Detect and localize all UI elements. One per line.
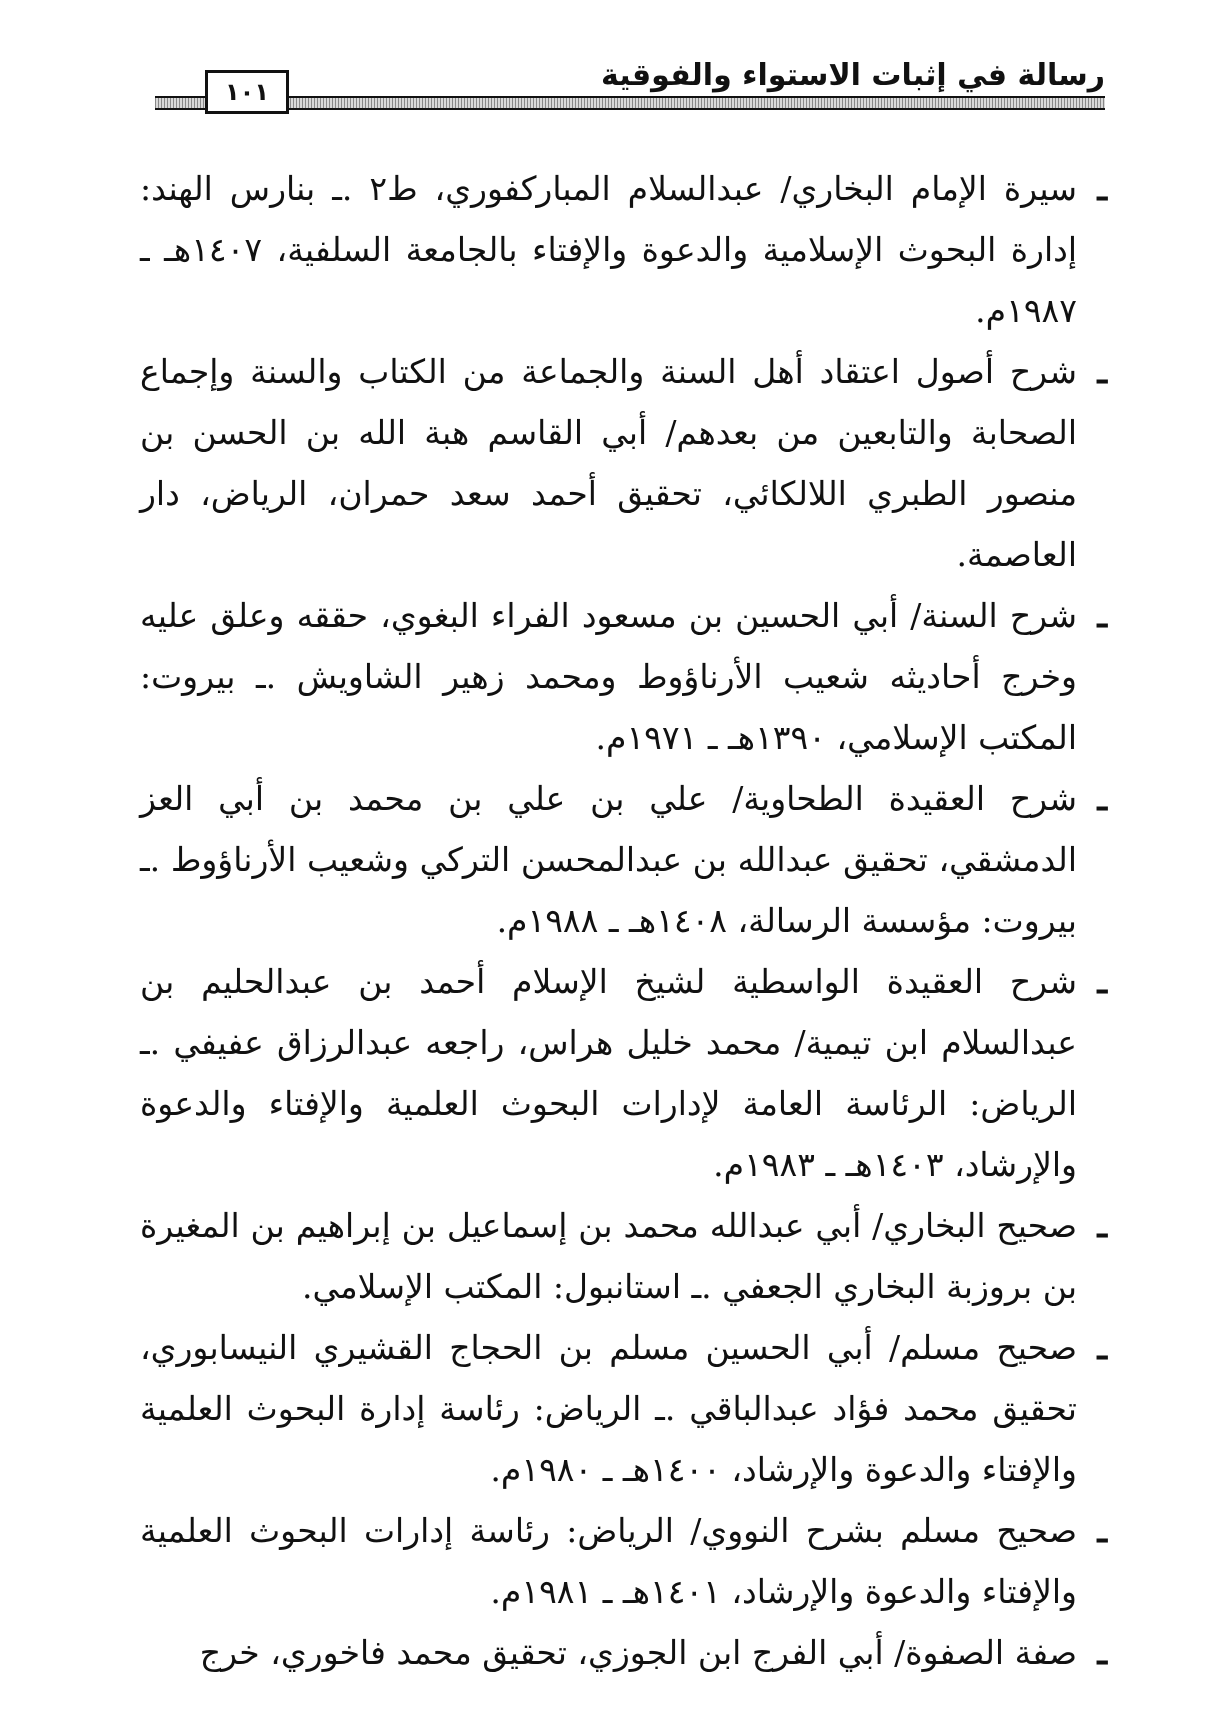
page-number: ١٠١ (205, 70, 289, 114)
entry-text: شرح السنة/ أبي الحسين بن مسعود الفراء البغوي، حققه وعلق عليه وخرج أحاديثه شعيب الأرناؤوط ومحمد زهير الشاويش .ـ بيروت: المكتب الإسلامي، ١٣٩٠هـ ـ ١٩٧١م. (140, 596, 1077, 757)
entry-text: شرح العقيدة الواسطية لشيخ الإسلام أحمد بن عبدالحليم بن عبدالسلام ابن تيمية/ محمد خليل هراس، راجعه عبدالرزاق عفيفي .ـ الرياض: الرئاسة العامة لإدارات البحوث العلمية والإفتاء والدعوة والإرشاد، ١٤٠٣هـ ـ ١٩٨٣م. (140, 962, 1077, 1184)
running-header-title: رسالة في إثبات الاستواء والفوقية (601, 58, 1105, 93)
entry-bullet: ـ (1097, 1206, 1107, 1245)
bibliography-entry (140, 768, 1107, 951)
bibliography-entry (140, 1317, 1107, 1500)
bibliography-entry (140, 951, 1107, 1195)
entry-text: صفة الصفوة/ أبي الفرج ابن الجوزي، تحقيق محمد فاخوري، خرج (199, 1633, 1077, 1672)
entry-text: صحيح البخاري/ أبي عبدالله محمد بن إسماعيل بن إبراهيم بن المغيرة بن بروزبة البخاري الجعفي .ـ استانبول: المكتب الإسلامي. (140, 1206, 1077, 1306)
bibliography-list (140, 158, 1107, 1683)
bibliography-entry (140, 1195, 1107, 1317)
entry-bullet: ـ (1097, 1328, 1107, 1367)
entry-bullet: ـ (1097, 169, 1107, 208)
bibliography-entry (140, 585, 1107, 768)
bibliography-entry (140, 1622, 1107, 1683)
bibliography-entry (140, 341, 1107, 585)
entry-text: شرح العقيدة الطحاوية/ علي بن علي بن محمد بن أبي العز الدمشقي، تحقيق عبدالله بن عبدالمحسن التركي وشعيب الأرناؤوط .ـ بيروت: مؤسسة الرسالة، ١٤٠٨هـ ـ ١٩٨٨م. (140, 779, 1077, 940)
entry-bullet: ـ (1097, 962, 1107, 1001)
entry-bullet: ـ (1097, 779, 1107, 818)
entry-bullet: ـ (1097, 352, 1107, 391)
entry-text: صحيح مسلم/ أبي الحسين مسلم بن الحجاج القشيري النيسابوري، تحقيق محمد فؤاد عبدالباقي .ـ الرياض: رئاسة إدارة البحوث العلمية والإفتاء والدعوة والإرشاد، ١٤٠٠هـ ـ ١٩٨٠م. (140, 1328, 1077, 1489)
bibliography-entry (140, 158, 1107, 341)
entry-text: صحيح مسلم بشرح النووي/ الرياض: رئاسة إدارات البحوث العلمية والإفتاء والدعوة والإرشاد، ١٤٠١هـ ـ ١٩٨١م. (140, 1511, 1077, 1611)
entry-bullet: ـ (1097, 596, 1107, 635)
entry-bullet: ـ (1097, 1511, 1107, 1550)
entry-text: سيرة الإمام البخاري/ عبدالسلام المباركفوري، ط٢ .ـ بنارس الهند: إدارة البحوث الإسلامية والدعوة والإفتاء بالجامعة السلفية، ١٤٠٧هـ ـ ١٩٨٧م. (140, 169, 1077, 330)
entry-text: شرح أصول اعتقاد أهل السنة والجماعة من الكتاب والسنة وإجماع الصحابة والتابعين من بعدهم/ أبي القاسم هبة الله بن الحسن بن منصور الطبري اللالكائي، تحقيق أحمد سعد حمران، الرياض، دار العاصمة. (140, 352, 1077, 574)
entry-bullet: ـ (1097, 1633, 1107, 1672)
bibliography-entry (140, 1500, 1107, 1622)
header-rule (155, 96, 1105, 110)
